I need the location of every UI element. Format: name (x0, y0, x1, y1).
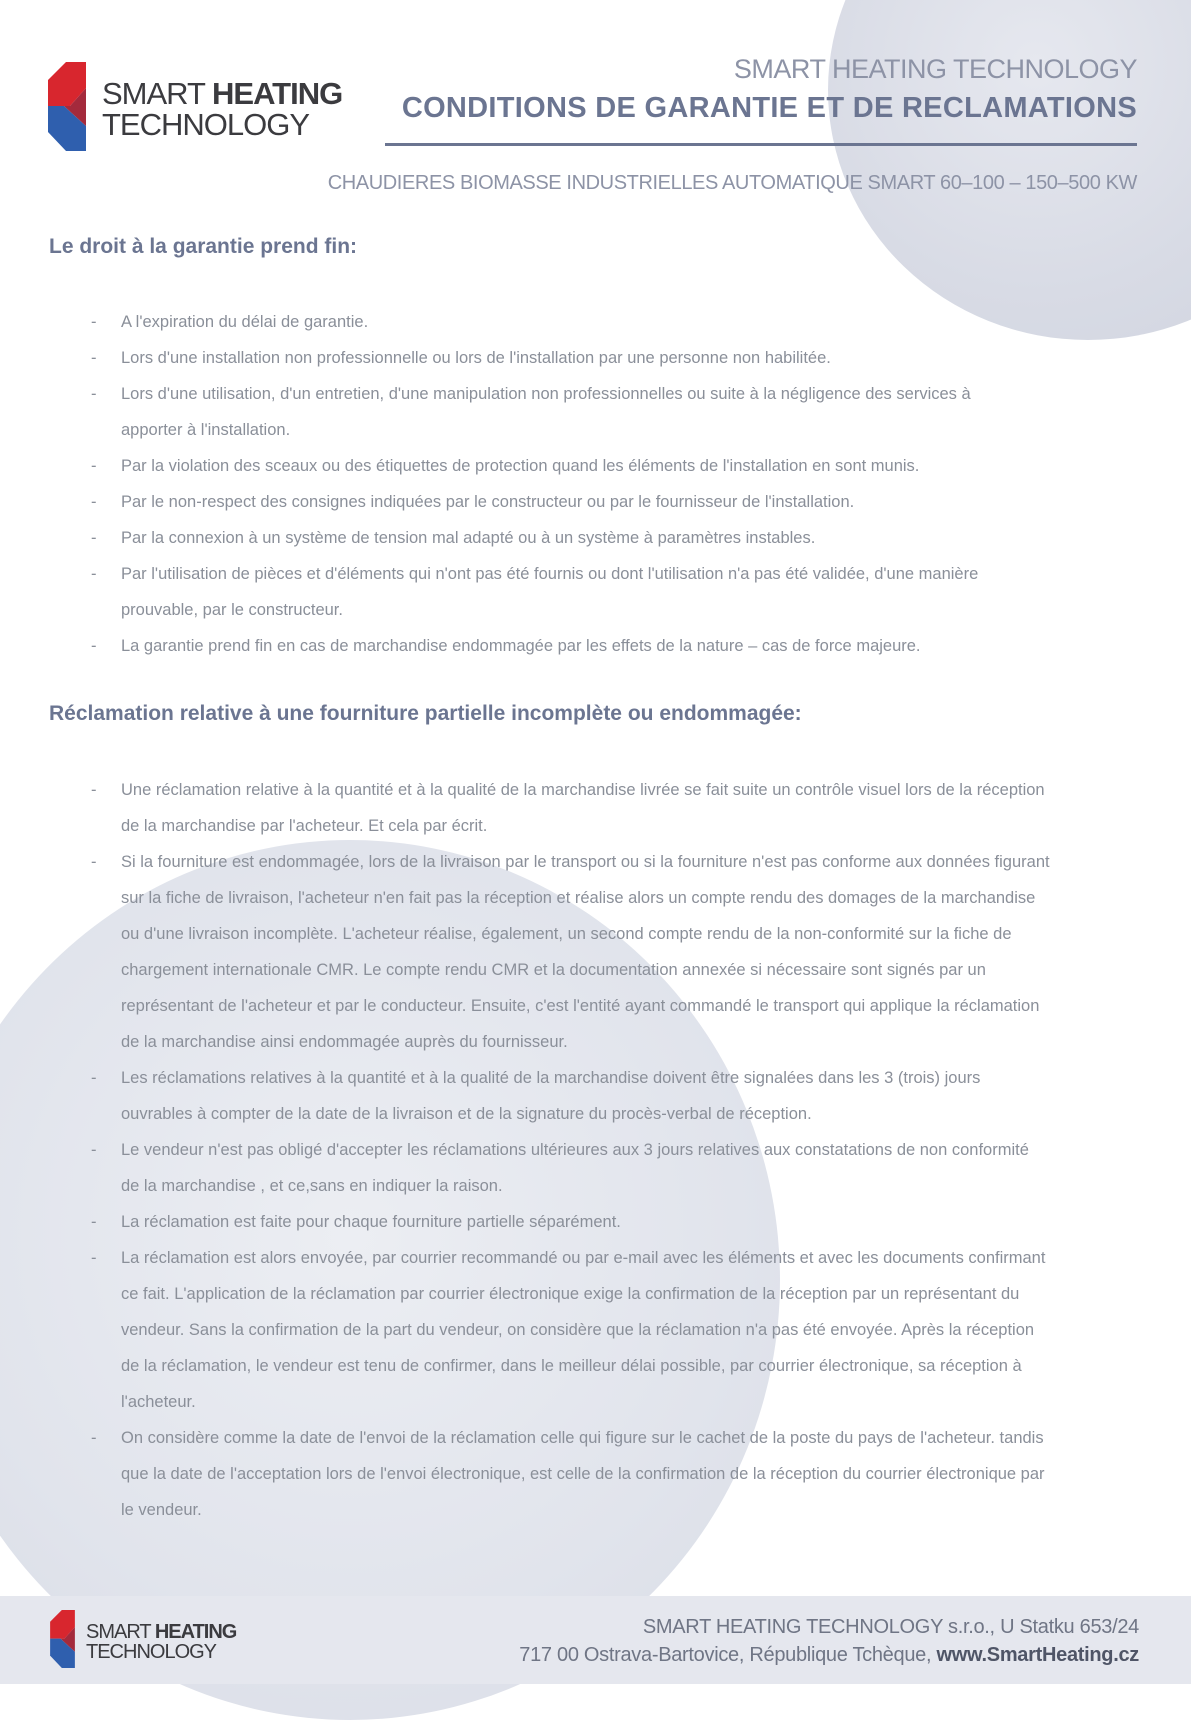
list-item: - Par la violation des sceaux ou des étiquettes de protection quand les éléments de l'installation en sont munis. (91, 457, 920, 475)
list-item: - La garantie prend fin en cas de marchandise endommagée par les effets de la nature – cas de force majeure. (91, 637, 921, 655)
page-title: CONDITIONS DE GARANTIE ET DE RECLAMATIONS (401, 92, 1137, 124)
header-company-name: SMART HEATING TECHNOLOGY (733, 54, 1137, 84)
footer-website-link[interactable]: www.SmartHeating.cz (936, 1644, 1139, 1666)
list-item: - Lors d'une utilisation, d'un entretien, d'une manipulation non professionnelles ou suite à la négligence des services à apporter à l'installation. (91, 385, 971, 439)
background-circle-top (828, 0, 1191, 340)
list-item: - Les réclamations relatives à la quantité et à la qualité de la marchandise doivent être signalées dans les 3 (trois) jours ouvrables à compter de la date de la livraison et de la signature du procès-verbal de réception. (91, 1069, 981, 1123)
list-item: - Le vendeur n'est pas obligé d'accepter les réclamations ultérieures aux 3 jours relatives aux constatations de non conformité de la marchandise , et ce,sans en indiquer la raison. (91, 1141, 1029, 1195)
header-divider (385, 143, 1137, 146)
logo-word-smart: SMART (86, 1621, 151, 1643)
header-logo-text (102, 78, 342, 140)
list-item: - La réclamation est alors envoyée, par courrier recommandé ou par e-mail avec les éléments et avec les documents confirmant ce fait. L'application de la réclamation par courrier électronique exige la confirmation de la réception par un représentant du vendeur. Sans la confirmation de la part du vendeur, on considère que la réclamation n'a pas été envoyée. Après la réception de la réclamation, le vendeur est tenu de confirmer, dans le meilleur délai possible, par courrier électronique, sa réception à l'acheteur. (91, 1249, 1046, 1411)
footer-address: 717 00 Ostrava-Bartovice, République Tchèque, (519, 1644, 937, 1666)
list-item: - Si la fourniture est endommagée, lors de la livraison par le transport ou si la fourniture n'est pas conforme aux données figurant sur la fiche de livraison, l'acheteur n'en fait pas la réception et réalise alors un compte rendu des domages de la marchandise ou d'une livraison incomplète. L'acheteur réalise, également, un second compte rendu de la non-conformité sur la fiche de chargement internationale CMR. Le compte rendu CMR et la documentation annexée si nécessaire sont signés par un représentant de l'acheteur et par le conducteur. Ensuite, c'est l'entité ayant commandé le transport qui applique la réclamation de la marchandise ainsi endommagée auprès du fournisseur. (91, 853, 1050, 1051)
list-item: - Lors d'une installation non professionnelle ou lors de l'installation par une personne non habilitée. (91, 349, 831, 367)
list-item: - On considère comme la date de l'envoi de la réclamation celle qui figure sur le cachet de la poste du pays de l'acheteur. tandis que la date de l'acceptation lors de l'envoi électronique, est celle de la confirmation de la réception du courrier électronique par le vendeur. (91, 1429, 1045, 1519)
list-item: - A l'expiration du délai de garantie. (91, 313, 369, 331)
list-item: - Par la connexion à un système de tension mal adapté ou à un système à paramètres instables. (91, 529, 816, 547)
list-item: - Une réclamation relative à la quantité et à la qualité de la marchandise livrée se fait suite un contrôle visuel lors de la réception de la marchandise par l'acheteur. Et cela par écrit. (91, 781, 1045, 835)
logo-word-heating: HEATING (212, 76, 343, 111)
section2-list (91, 772, 1051, 1528)
section1-title: Le droit à la garantie prend fin: (49, 235, 358, 258)
logo-word-smart: SMART (102, 76, 205, 111)
list-item: - Par le non-respect des consignes indiquées par le constructeur ou par le fournisseur de l'installation. (91, 493, 855, 511)
footer-address-line2 (519, 1644, 1139, 1667)
logo-word-technology: TECHNOLOGY (102, 107, 310, 142)
logo-word-technology: TECHNOLOGY (86, 1641, 217, 1663)
section1-list (91, 304, 991, 664)
list-item: - La réclamation est faite pour chaque fourniture partielle séparément. (91, 1213, 621, 1231)
logo-word-heating: HEATING (154, 1621, 237, 1643)
footer-address-line1: SMART HEATING TECHNOLOGY s.r.o., U Statku 653/24 (642, 1616, 1139, 1638)
footer-logo-mark-icon (50, 1610, 75, 1668)
list-item: - Par l'utilisation de pièces et d'éléments qui n'ont pas été fournis ou dont l'utilisation n'a pas été validée, d'une manière prouvable, par le constructeur. (91, 565, 979, 619)
section2-title: Réclamation relative à une fourniture partielle incomplète ou endommagée: (49, 702, 802, 725)
page-subtitle: CHAUDIERES BIOMASSE INDUSTRIELLES AUTOMATIQUE SMART 60–100 – 150–500 KW (327, 172, 1137, 194)
logo-mark-icon (48, 62, 86, 151)
footer-logo-text (86, 1622, 236, 1662)
